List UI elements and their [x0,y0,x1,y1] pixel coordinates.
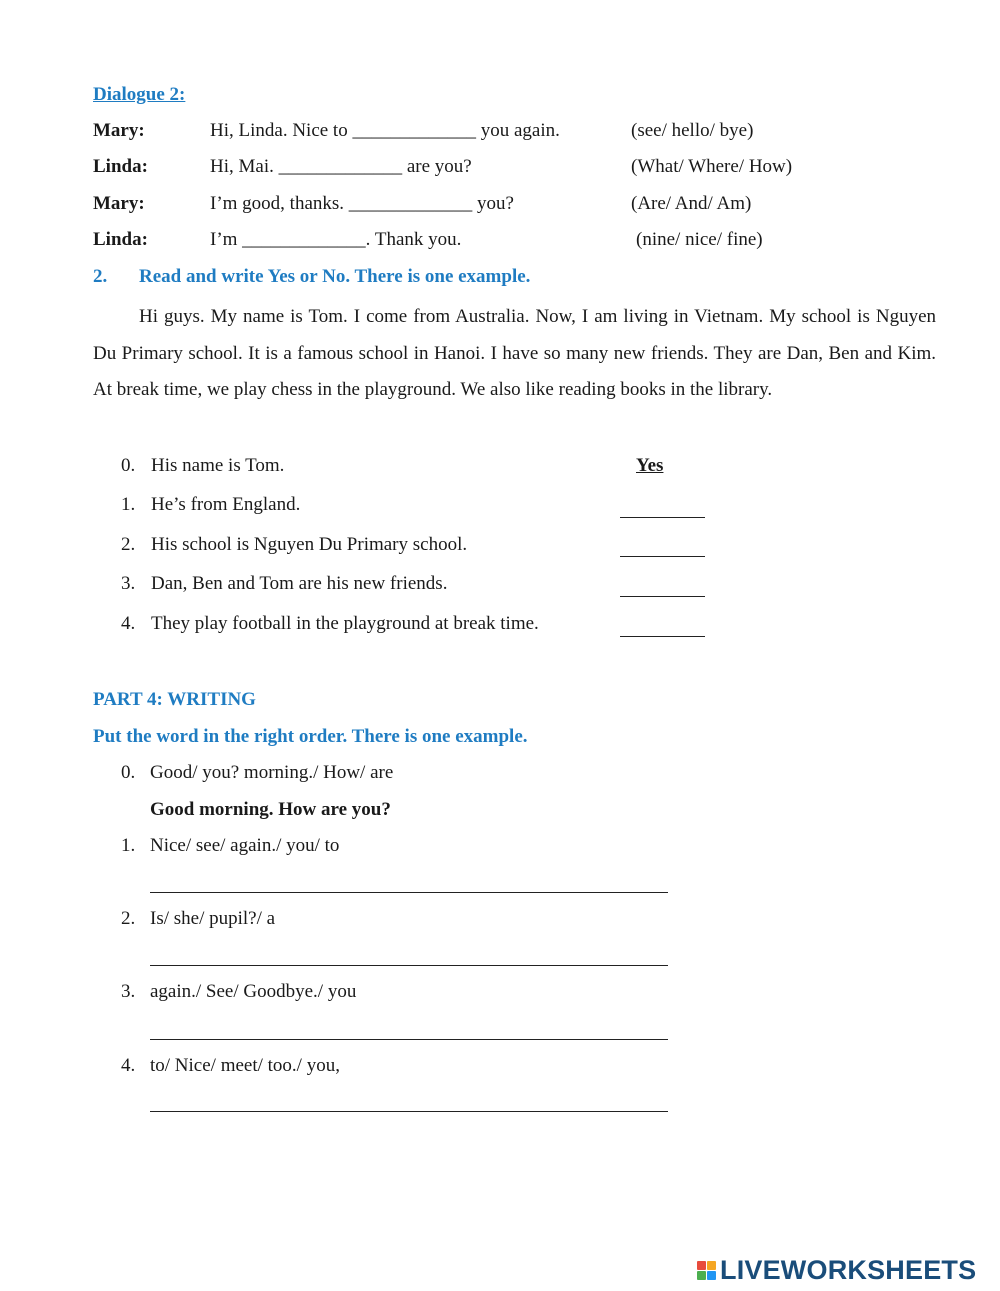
part-title: PART 4: WRITING [93,689,256,710]
item-number: 4. [121,1055,136,1076]
dialogue-options: (Are/ And/ Am) [631,193,752,214]
section-title: Read and write Yes or No. There is one example. [139,266,531,287]
logo-text: LIVEWORKSHEETS [720,1254,977,1285]
item-statement: He’s from England. [151,494,301,515]
dialogue-line: Hi, Mai. _____________ are you? [210,156,472,177]
scrambled-prompt: Good/ you? morning./ How/ are [150,762,394,783]
dialogue-heading: Dialogue 2: [93,84,186,105]
logo-cube [697,1271,706,1280]
logo-cube [707,1261,716,1270]
answer-blank[interactable] [620,596,705,597]
dialogue-options: (What/ Where/ How) [631,156,793,177]
item-statement: They play football in the playground at break time. [151,613,539,634]
dialogue-speaker: Mary: [93,193,145,214]
item-number: 1. [121,494,136,515]
answer-line[interactable] [150,1039,668,1040]
reading-passage: Hi guys. My name is Tom. I come from Australia. Now, I am living in Vietnam. My school is Nguyen Du Primary school. It is a famous school in Hanoi. I have so many new friends. They are Dan, Ben and Kim. At break time, we play chess in the playground. We also like reading books in the library. [93,306,936,400]
dialogue-options: (nine/ nice/ fine) [636,229,763,250]
item-number: 2. [121,534,136,555]
answer-blank[interactable] [620,636,705,637]
dialogue-options: (see/ hello/ bye) [631,120,754,141]
dialogue-speaker: Linda: [93,156,148,177]
answer-blank[interactable] [620,517,705,518]
part-instruction: Put the word in the right order. There is one example. [93,726,528,747]
scrambled-prompt: again./ See/ Goodbye./ you [150,981,357,1002]
answer-blank[interactable] [620,556,705,557]
dialogue-speaker: Linda: [93,229,148,250]
example-answer: Good morning. How are you? [150,799,391,820]
answer-line[interactable] [150,1111,668,1112]
item-number: 4. [121,613,136,634]
scrambled-prompt: to/ Nice/ meet/ too./ you, [150,1055,340,1076]
dialogue-line: I’m good, thanks. _____________ you? [210,193,514,214]
answer-line[interactable] [150,965,668,966]
answer-line[interactable] [150,892,668,893]
logo-cubes-icon [697,1261,716,1280]
item-number: 0. [121,455,136,476]
scrambled-prompt: Is/ she/ pupil?/ a [150,908,276,929]
dialogue-speaker: Mary: [93,120,145,141]
example-answer: Yes [636,455,664,476]
item-statement: His school is Nguyen Du Primary school. [151,534,468,555]
item-number: 3. [121,981,136,1002]
item-statement: Dan, Ben and Tom are his new friends. [151,573,448,594]
item-statement: His name is Tom. [151,455,285,476]
dialogue-line: Hi, Linda. Nice to _____________ you again. [210,120,560,141]
dialogue-line: I’m _____________. Thank you. [210,229,462,250]
logo-cube [697,1261,706,1270]
item-number: 0. [121,762,136,783]
scrambled-prompt: Nice/ see/ again./ you/ to [150,835,340,856]
item-number: 1. [121,835,136,856]
logo-cube [707,1271,716,1280]
liveworksheets-logo [697,1255,976,1285]
item-number: 2. [121,908,136,929]
item-number: 3. [121,573,136,594]
section-number: 2. [93,266,108,287]
